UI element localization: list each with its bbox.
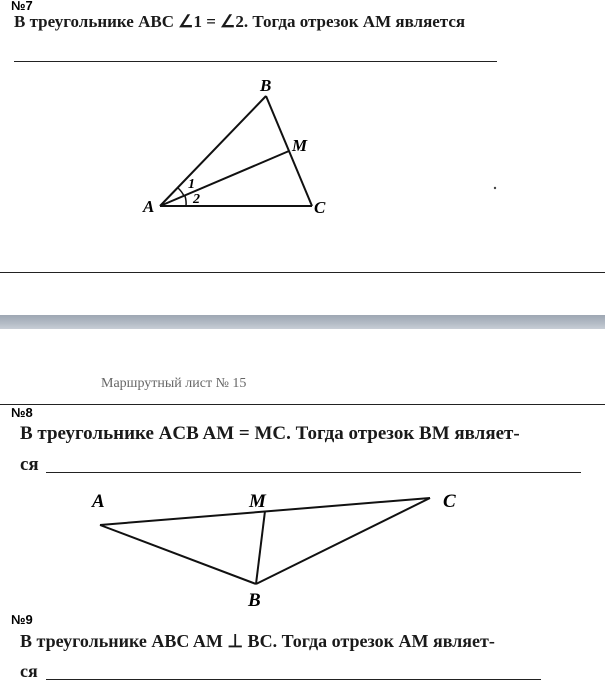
- label-a: A: [143, 197, 155, 216]
- task7-number: №7: [11, 0, 33, 13]
- segment-am: [160, 151, 289, 206]
- label-m: M: [249, 491, 266, 512]
- label-b: B: [248, 590, 261, 610]
- divider-top: [0, 272, 605, 273]
- task9-question-line1: В треугольнике ABC AM ⊥ BC. Тогда отрезок AM являет-: [20, 631, 495, 651]
- task7-question: В треугольнике ABC ∠1 = ∠2. Тогда отрезок AM является: [14, 12, 466, 31]
- side-ab: [100, 525, 256, 584]
- label-b: B: [260, 76, 272, 95]
- task7-triangle-figure: [0, 0, 605, 240]
- route-sheet-label: Маршрутный лист № 15: [101, 376, 247, 391]
- side-ab: [160, 96, 266, 206]
- task9-answer-line[interactable]: [46, 679, 541, 680]
- divider-middle: [0, 404, 605, 405]
- task8-question-line2: ся: [20, 454, 39, 475]
- angle1-arc: [178, 188, 184, 196]
- label-angle2: 2: [193, 192, 200, 207]
- task9-question-line2: ся: [20, 661, 38, 681]
- label-a: A: [92, 491, 105, 512]
- angle2-arc: [185, 196, 186, 206]
- label-angle1: 1: [188, 177, 195, 192]
- label-m: M: [292, 136, 308, 155]
- task8-answer-line[interactable]: [46, 472, 581, 473]
- task9-number: №9: [11, 612, 33, 627]
- task8-number: №8: [11, 405, 33, 420]
- segment-bm: [256, 511, 265, 584]
- task8-triangle-figure: [0, 480, 605, 610]
- label-c: C: [443, 491, 456, 512]
- stray-dot: [494, 187, 496, 189]
- task8-question-line1: В треугольнике ACB AM = MC. Тогда отрезок BM являет-: [20, 423, 520, 444]
- page-break-band: [0, 315, 605, 329]
- label-c: C: [314, 198, 326, 217]
